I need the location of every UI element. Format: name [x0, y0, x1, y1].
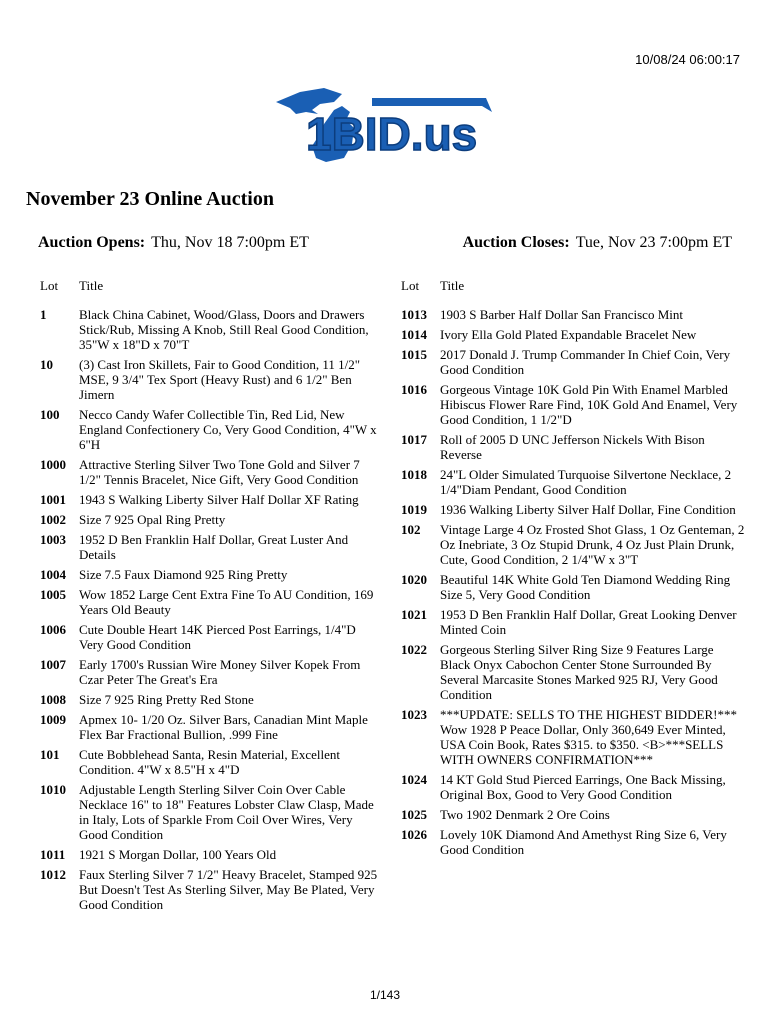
- lot-row: [40, 492, 380, 507]
- lot-title: Cute Bobblehead Santa, Resin Material, Excellent Condition. 4"W x 8.5"H x 4"D: [79, 747, 341, 777]
- lot-row: [40, 532, 380, 562]
- lot-title: 1953 D Ben Franklin Half Dollar, Great Looking Denver Minted Coin: [440, 607, 737, 637]
- closes-label: Auction Closes:: [462, 234, 570, 251]
- lot-title: ***UPDATE: SELLS TO THE HIGHEST BIDDER!*** Wow 1928 P Peace Dollar, Only 360,649 Ever Minted, USA Coin Book, Rates $315. to $350. <B>***SELLS WITH OWNERS CONFIRMATION***: [440, 707, 737, 767]
- lot-title: 1943 S Walking Liberty Silver Half Dollar XF Rating: [79, 492, 359, 507]
- lot-title: Vintage Large 4 Oz Frosted Shot Glass, 1 Oz Genteman, 2 Oz Inebriate, 3 Oz Stupid Drunk, 4 Oz Just Plain Drunk, Cute, Good Condition, 2 1/4"W x 3"T: [440, 522, 745, 567]
- lot-row: [401, 572, 746, 602]
- lot-title: Beautiful 14K White Gold Ten Diamond Wedding Ring Size 5, Very Good Condition: [440, 572, 731, 602]
- lot-number: 1020: [401, 572, 427, 587]
- lot-row: [40, 307, 380, 352]
- title-header: Title: [440, 278, 465, 293]
- lot-row: [40, 357, 380, 402]
- lot-number: 10: [40, 357, 53, 372]
- lot-row: [401, 772, 746, 802]
- auction-opens: [38, 234, 309, 252]
- lot-row: [401, 827, 746, 857]
- lot-number: 1000: [40, 457, 66, 472]
- lot-number: 1008: [40, 692, 66, 707]
- lot-number: 1007: [40, 657, 66, 672]
- lot-title: Ivory Ella Gold Plated Expandable Bracelet New: [440, 327, 697, 342]
- lot-title: 14 KT Gold Stud Pierced Earrings, One Back Missing, Original Box, Good to Very Good Condition: [440, 772, 726, 802]
- lot-title: 2017 Donald J. Trump Commander In Chief Coin, Very Good Condition: [440, 347, 731, 377]
- lot-row: [40, 512, 380, 527]
- lot-number: 1016: [401, 382, 427, 397]
- lot-row: [401, 502, 746, 517]
- lot-row: [401, 432, 746, 462]
- lot-row: [40, 847, 380, 862]
- opens-label: Auction Opens:: [38, 234, 146, 251]
- lot-title: Gorgeous Vintage 10K Gold Pin With Enamel Marbled Hibiscus Flower Rare Find, 10K Gold And Enamel, Very Good Condition, 1 1/2"D: [440, 382, 738, 427]
- lot-number: 1004: [40, 567, 66, 582]
- lot-title: Roll of 2005 D UNC Jefferson Nickels With Bison Reverse: [440, 432, 705, 462]
- lot-row: [401, 327, 746, 342]
- lot-title: Apmex 10- 1/20 Oz. Silver Bars, Canadian Mint Maple Flex Bar Fractional Bullion, .999 Fine: [79, 712, 368, 742]
- lot-list-header: [40, 278, 380, 293]
- lot-row: [40, 657, 380, 687]
- lot-row: [40, 587, 380, 617]
- lot-title: Gorgeous Sterling Silver Ring Size 9 Features Large Black Onyx Cabochon Center Stone Surrounded By Several Marcasite Stones Marked 925 RJ, Very Good Condition: [440, 642, 718, 702]
- lot-title: Black China Cabinet, Wood/Glass, Doors and Drawers Stick/Rub, Missing A Knob, Still Real Good Condition, 35"W x 18"D x 70"T: [79, 307, 369, 352]
- lot-number: 1024: [401, 772, 427, 787]
- lot-header: Lot: [40, 278, 59, 293]
- lot-number: 1026: [401, 827, 427, 842]
- lot-row: [401, 707, 746, 767]
- lot-row: [401, 307, 746, 322]
- lot-number: 1010: [40, 782, 66, 797]
- lot-number: 1009: [40, 712, 66, 727]
- lot-row: [40, 867, 380, 912]
- opens-value: Thu, Nov 18 7:00pm ET: [151, 234, 309, 251]
- lot-title: Two 1902 Denmark 2 Ore Coins: [440, 807, 610, 822]
- lot-title: 24"L Older Simulated Turquoise Silvertone Necklace, 2 1/4"Diam Pendant, Good Condition: [440, 467, 732, 497]
- lot-row: [401, 807, 746, 822]
- auction-title: November 23 Online Auction: [26, 188, 274, 210]
- title-header: Title: [79, 278, 104, 293]
- lot-number: 1021: [401, 607, 427, 622]
- lot-number: 1006: [40, 622, 66, 637]
- lot-title: 1921 S Morgan Dollar, 100 Years Old: [79, 847, 277, 862]
- lot-row: [401, 522, 746, 567]
- lot-title: 1952 D Ben Franklin Half Dollar, Great Luster And Details: [79, 532, 349, 562]
- lot-number: 1001: [40, 492, 66, 507]
- lot-number: 1022: [401, 642, 427, 657]
- lot-number: 1017: [401, 432, 427, 447]
- auction-closes: [463, 234, 732, 252]
- lot-number: 1013: [401, 307, 427, 322]
- lot-title: Size 7 925 Ring Pretty Red Stone: [79, 692, 254, 707]
- lot-row: [401, 607, 746, 637]
- lot-row: [40, 747, 380, 777]
- lot-number: 102: [401, 522, 421, 537]
- lot-title: Wow 1852 Large Cent Extra Fine To AU Condition, 169 Years Old Beauty: [79, 587, 374, 617]
- lot-title: Size 7.5 Faux Diamond 925 Ring Pretty: [79, 567, 288, 582]
- lot-row: [401, 467, 746, 497]
- lot-row: [40, 457, 380, 487]
- lot-title: Lovely 10K Diamond And Amethyst Ring Size 6, Very Good Condition: [440, 827, 727, 857]
- lot-number: 1002: [40, 512, 66, 527]
- lot-list-right: [401, 278, 746, 862]
- lot-list-left: [40, 278, 380, 917]
- lot-title: Faux Sterling Silver 7 1/2" Heavy Bracelet, Stamped 925 But Doesn't Test As Sterling Silver, May Be Plated, Very Good Condition: [79, 867, 378, 912]
- lot-number: 1019: [401, 502, 427, 517]
- lot-number: 101: [40, 747, 60, 762]
- lot-title: Attractive Sterling Silver Two Tone Gold and Silver 7 1/2" Tennis Bracelet, Nice Gift, Very Good Condition: [79, 457, 360, 487]
- lot-number: 1018: [401, 467, 427, 482]
- lot-number: 1023: [401, 707, 427, 722]
- lot-number: 100: [40, 407, 60, 422]
- lot-number: 1011: [40, 847, 66, 862]
- lot-title: Adjustable Length Sterling Silver Coin Over Cable Necklace 16" to 18" Features Lobster Claw Clasp, Made in Italy, Lots of Sparkle From Coil Over Wires, Very Good Condition: [79, 782, 374, 842]
- lot-row: [40, 692, 380, 707]
- lot-title: Early 1700's Russian Wire Money Silver Kopek From Czar Peter The Great's Era: [79, 657, 361, 687]
- lot-row: [40, 567, 380, 582]
- lot-title: Cute Double Heart 14K Pierced Post Earrings, 1/4"D Very Good Condition: [79, 622, 356, 652]
- page-number: 1/143: [369, 988, 401, 1002]
- lot-row: [40, 407, 380, 452]
- print-timestamp: 10/08/24 06:00:17: [635, 52, 740, 67]
- lot-title: (3) Cast Iron Skillets, Fair to Good Condition, 11 1/2" MSE, 9 3/4" Tex Sport (Heavy Rust) and 6 1/2" Ben Jimern: [79, 357, 361, 402]
- lot-header: Lot: [401, 278, 420, 293]
- lot-number: 1005: [40, 587, 66, 602]
- lot-number: 1: [40, 307, 47, 322]
- lot-title: 1936 Walking Liberty Silver Half Dollar, Fine Condition: [440, 502, 736, 517]
- lot-list-header: [401, 278, 746, 293]
- logo-text: 1BID.us: [306, 108, 478, 160]
- lot-number: 1003: [40, 532, 66, 547]
- 1bid-logo: [272, 84, 504, 164]
- lot-number: 1014: [401, 327, 427, 342]
- lot-number: 1025: [401, 807, 427, 822]
- lot-number: 1012: [40, 867, 66, 882]
- lot-number: 1015: [401, 347, 427, 362]
- lot-title: 1903 S Barber Half Dollar San Francisco Mint: [440, 307, 683, 322]
- lot-title: Size 7 925 Opal Ring Pretty: [79, 512, 226, 527]
- lot-title: Necco Candy Wafer Collectible Tin, Red Lid, New England Confectionery Co, Very Good Condition, 4"W x 6"H: [79, 407, 377, 452]
- lot-row: [401, 382, 746, 427]
- closes-value: Tue, Nov 23 7:00pm ET: [575, 234, 732, 251]
- lot-row: [40, 712, 380, 742]
- lot-row: [40, 622, 380, 652]
- lot-row: [40, 782, 380, 842]
- lot-row: [401, 642, 746, 702]
- lot-row: [401, 347, 746, 377]
